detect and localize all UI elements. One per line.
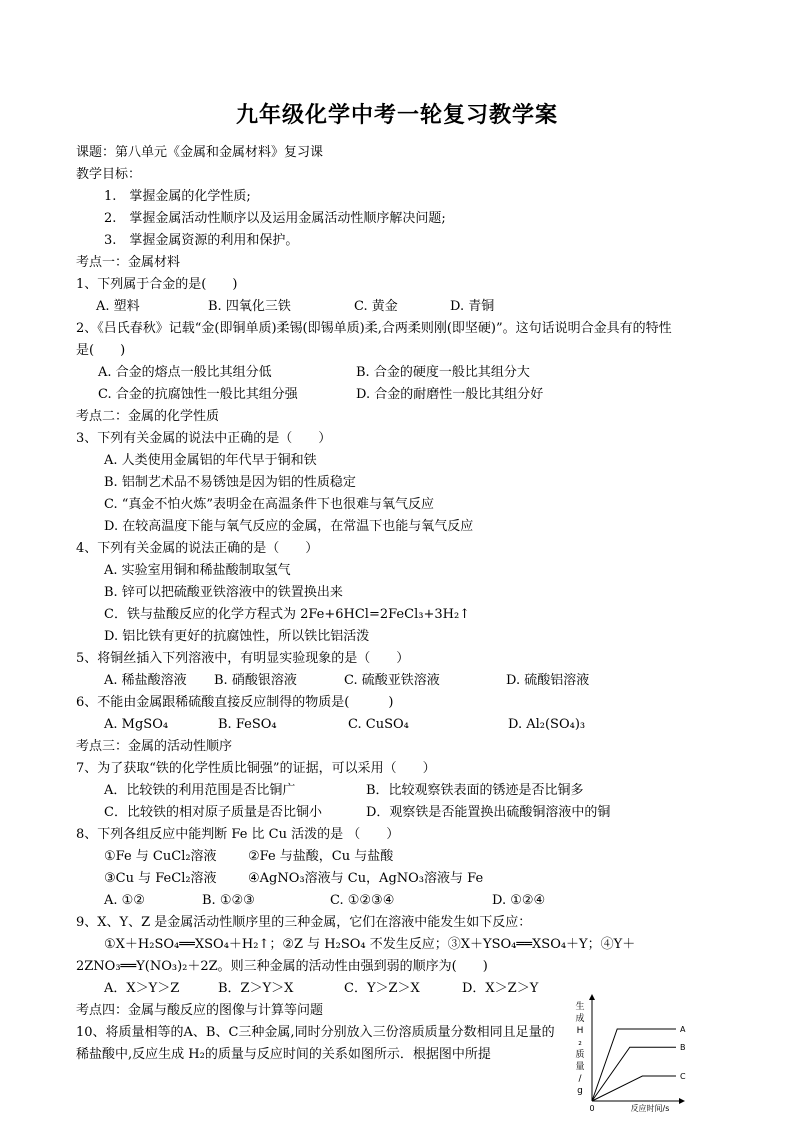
option: A．比较铁的利用范围是否比铜广: [104, 783, 296, 798]
option: B. 锌可以把硫酸亚铁溶液中的铁置换出来: [104, 585, 343, 600]
option-row: [98, 386, 698, 404]
reaction-group-row: [104, 870, 704, 888]
goal-item: 3. 掌握金属资源的利用和保护。: [104, 233, 299, 248]
option: B. 合金的硬度一般比其组分大: [356, 365, 530, 380]
question-stem: 6、不能由金属跟稀硫酸直接反应制得的物质是( ): [76, 695, 394, 710]
option: A．X＞Y＞Z: [104, 981, 180, 996]
option: C. 黄金: [354, 299, 398, 314]
reaction-group: ③Cu 与 FeCl₂溶液: [104, 871, 217, 886]
question-stem: 2、《吕氏春秋》记载“金(即铜单质)柔锡(即锡单质)柔,合两柔则刚(即坚硬)”。这句话说明合金具有的特性: [76, 321, 672, 336]
question-stem: 是( ): [76, 343, 126, 358]
question-equations: ①X＋H₂SO₄══XSO₄＋H₂↑；②Z 与 H₂SO₄ 不发生反应；③X＋YSO₄══XSO₄＋Y；④Y＋: [104, 937, 636, 952]
option: D. 铝比铁有更好的抗腐蚀性，所以铁比铝活泼: [104, 629, 370, 644]
option: B．比较观察铁表面的锈迹是否比铜多: [366, 783, 584, 798]
option: D. ①②④: [492, 893, 546, 908]
section-heading: 考点二：金属的化学性质: [76, 409, 220, 424]
option-row: [96, 298, 696, 316]
option: B. ①②③: [202, 893, 255, 908]
option: D. 在较高温度下能与氧气反应的金属，在常温下也能与氧气反应: [104, 519, 474, 534]
reaction-group: ②Fe 与盐酸，Cu 与盐酸: [248, 849, 394, 864]
series-label-b: B: [680, 1043, 686, 1053]
option: D. Al₂(SO₄)₃: [508, 717, 586, 732]
goal-item: 2. 掌握金属活动性顺序以及运用金属活动性顺序解决问题;: [104, 211, 446, 226]
option: C. “真金不怕火炼”表明金在高温条件下也很难与氧气反应: [104, 497, 435, 512]
reaction-group-row: [104, 848, 704, 866]
series-label-a: A: [680, 1025, 686, 1034]
question-stem: 4、下列有关金属的说法正确的是（ ）: [76, 541, 319, 556]
option: A. 合金的熔点一般比其组分低: [98, 365, 272, 380]
lesson-topic: 课题：第八单元《金属和金属材料》复习课: [76, 145, 324, 160]
option: C．Y＞Z＞X: [344, 981, 420, 996]
option: C．比较铁的相对原子质量是否比铜小: [104, 805, 322, 820]
option-row: [104, 716, 704, 734]
option: B. 硝酸银溶液: [214, 673, 297, 688]
option: B．Z＞Y＞X: [218, 981, 294, 996]
option: C．铁与盐酸反应的化学方程式为 2Fe+6HCl=2FeCl₃+3H₂↑: [104, 607, 471, 622]
option: A. 塑料: [96, 299, 140, 314]
option: B. 铝制艺术品不易锈蚀是因为铝的性质稳定: [104, 475, 356, 490]
option: B. 四氧化三铁: [208, 299, 291, 314]
option: D. 合金的耐磨性一般比其组分好: [356, 387, 544, 402]
question-stem: 1、下列属于合金的是( ): [76, 277, 238, 292]
question-stem: 9、X、Y、Z 是金属活动性顺序里的三种金属，它们在溶液中能发生如下反应：: [76, 915, 532, 930]
y-axis-label: 生成 H ₂ 质量/ g: [575, 1002, 585, 1096]
option-row: [104, 782, 724, 800]
question-stem: 7、为了获取“铁的化学性质比铜强”的证据，可以采用（ ）: [76, 761, 436, 776]
reaction-group: ④AgNO₃溶液与 Cu，AgNO₃溶液与 Fe: [248, 871, 484, 886]
section-heading: 考点三：金属的活动性顺序: [76, 739, 233, 754]
option: D．观察铁是否能置换出硫酸铜溶液中的铜: [366, 805, 611, 820]
hydrogen-mass-chart: [568, 993, 688, 1113]
series-line-a: [592, 1029, 676, 1101]
question-equations: 2ZNO₃══Y(NO₃)₂＋2Z。则三种金属的活动性由强到弱的顺序为( ): [76, 959, 488, 974]
option: A. 实验室用铜和稀盐酸制取氢气: [104, 563, 291, 578]
option: C. CuSO₄: [348, 717, 409, 732]
series-label-c: C: [680, 1072, 686, 1082]
option: C. ①②③④: [330, 893, 395, 908]
option-row: [104, 804, 724, 822]
reaction-group: ①Fe 与 CuCl₂溶液: [104, 849, 217, 864]
option: A. MgSO₄: [104, 717, 169, 732]
option: A. 人类使用金属铝的年代早于铜和铁: [104, 453, 317, 468]
question-stem: 5、将铜丝插入下列溶液中，有明显实验现象的是（ ）: [76, 651, 410, 666]
section-heading: 考点四：金属与酸反应的图像与计算等问题: [76, 1003, 324, 1018]
series-line-b: [592, 1047, 676, 1101]
option-row: [104, 892, 704, 910]
option: A. ①②: [104, 893, 145, 908]
option: D. 硫酸铝溶液: [506, 673, 590, 688]
question-stem: 3、下列有关金属的说法中正确的是（ ）: [76, 431, 332, 446]
option: D. 青铜: [450, 299, 495, 314]
origin-label: 0: [589, 1104, 595, 1113]
x-axis-label: 反应时间/s: [630, 1104, 670, 1113]
option: B. FeSO₄: [218, 717, 277, 732]
question-stem: 8、下列各组反应中能判断 Fe 比 Cu 活泼的是 （ ）: [76, 827, 400, 842]
option-row: [104, 672, 704, 690]
series-line-c: [592, 1076, 676, 1101]
option: A. 稀盐酸溶液: [104, 673, 187, 688]
option: C. 硫酸亚铁溶液: [344, 673, 440, 688]
question-stem: 10、将质量相等的A、B、C三种金属,同时分别放入三份溶质质量分数相同且足量的稀盐酸中,反应生成 H₂的质量与反应时间的关系如图所示．根据图中所提: [76, 1025, 555, 1062]
goal-item: 1. 掌握金属的化学性质;: [104, 189, 251, 204]
page-title: 九年级化学中考一轮复习教学案: [235, 102, 558, 128]
section-heading: 考点一：金属材料: [76, 255, 181, 270]
option: D．X＞Z＞Y: [462, 981, 539, 996]
goals-heading: 教学目标：: [76, 167, 142, 182]
option: C. 合金的抗腐蚀性一般比其组分强: [98, 387, 298, 402]
option-row: [98, 364, 698, 382]
